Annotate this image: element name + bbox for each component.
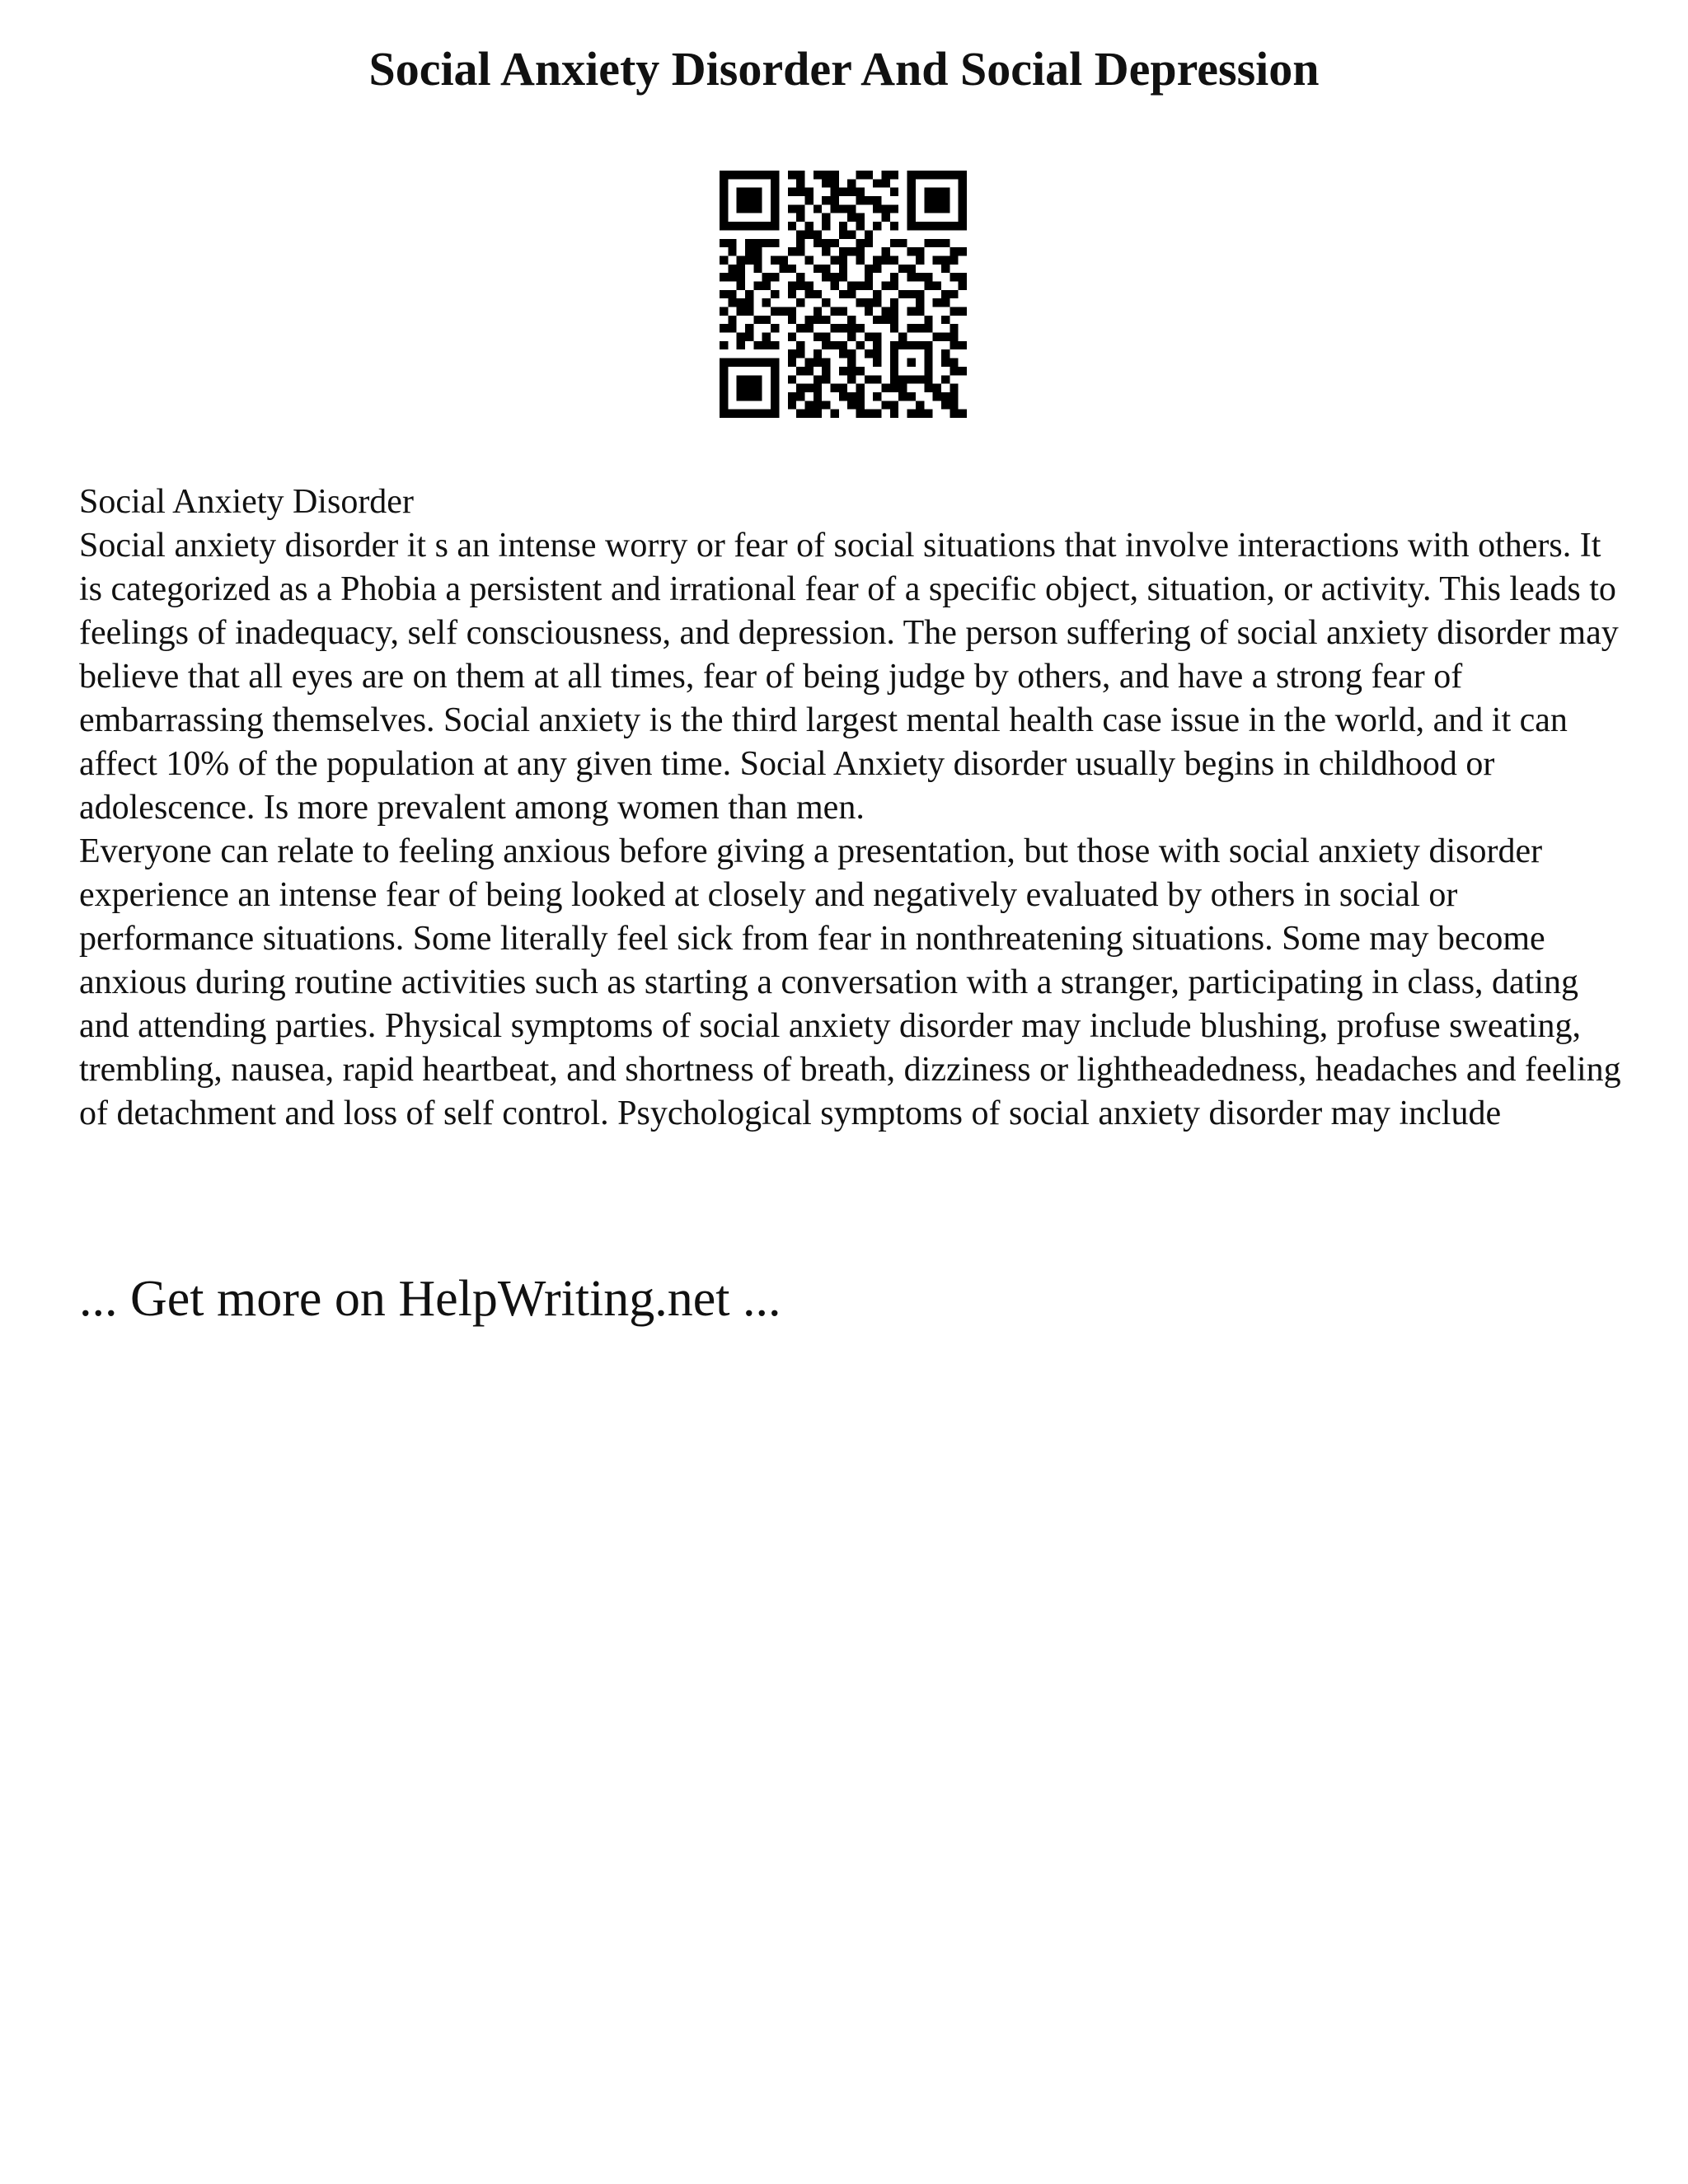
paragraph: Social anxiety disorder it s an intense worry or fear of social situations that involve interactions with others. It is categorized as a Phobia a persistent and irrational fear of a specific object, situation, or activity. This leads to feelings of inadequacy, self consciousness, and depression. The person suffering of social anxiety disorder may believe that all eyes are on them at all times, fear of being judge by others, and have a strong fear of embarrassing themselves. Social anxiety is the third largest mental health case issue in the world, and it can affect 10% of the population at any given time. Social Anxiety disorder usually begins in childhood or adolescence. Is more prevalent among women than men. bbox=[79, 527, 1619, 827]
section-heading: Social Anxiety Disorder bbox=[79, 483, 414, 521]
paragraph: Everyone can relate to feeling anxious before giving a presentation, but those with social anxiety disorder experience an intense fear of being looked at closely and negatively evaluated by others in social or performance situations. Some literally feel sick from fear in nonthreatening situations. Some may become anxious during routine activities such as starting a conversation with a stranger, participating in class, dating and attending parties. Physical symptoms of social anxiety disorder may include blushing, profuse sweating, trembling, nausea, rapid heartbeat, and shortness of breath, dizziness or lightheadedness, headaches and feeling of detachment and loss of self control. Psychological symptoms of social anxiety disorder may include bbox=[79, 832, 1621, 1132]
get-more-link[interactable]: ... Get more on HelpWriting.net ... bbox=[79, 1271, 781, 1327]
qr-code-icon bbox=[720, 171, 967, 418]
article-body bbox=[79, 480, 1629, 1136]
page-title: Social Anxiety Disorder And Social Depression bbox=[368, 42, 1320, 96]
